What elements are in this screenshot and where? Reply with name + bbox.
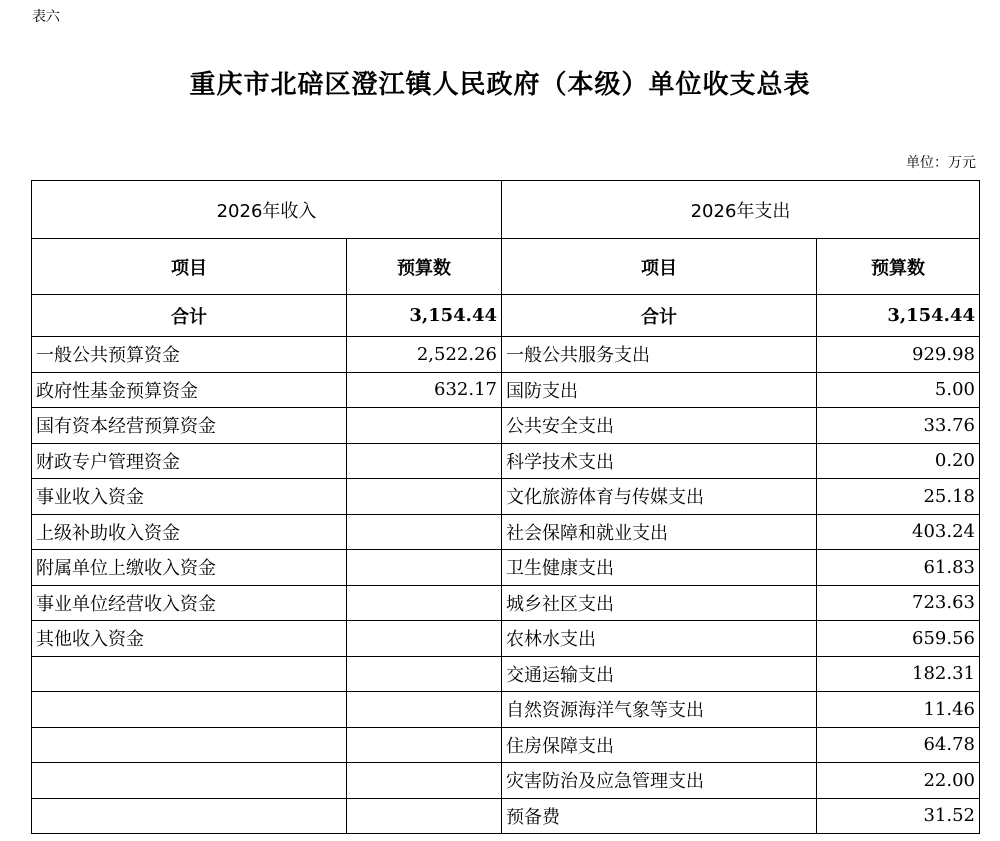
table-row <box>32 585 980 621</box>
income-item-cell <box>32 692 347 728</box>
expense-value-cell: 659.56 <box>817 621 980 657</box>
income-value-cell <box>347 621 502 657</box>
unit-label: 单位：万元 <box>906 155 976 171</box>
budget-summary-table <box>31 180 980 834</box>
table-row <box>32 763 980 799</box>
income-value-cell <box>347 692 502 728</box>
expense-item-cell: 卫生健康支出 <box>502 550 817 586</box>
page-title: 重庆市北碚区澄江镇人民政府（本级）单位收支总表 <box>189 70 811 100</box>
expense-item-cell: 自然资源海洋气象等支出 <box>502 692 817 728</box>
income-total-value: 3,154.44 <box>347 295 502 337</box>
expense-total-value: 3,154.44 <box>817 295 980 337</box>
expense-value-cell: 403.24 <box>817 514 980 550</box>
expense-value-cell: 723.63 <box>817 585 980 621</box>
income-item-cell <box>32 656 347 692</box>
table-row <box>32 372 980 408</box>
table-row <box>32 337 980 373</box>
income-item-cell <box>32 763 347 799</box>
expense-item-cell: 国防支出 <box>502 372 817 408</box>
income-item-cell: 其他收入资金 <box>32 621 347 657</box>
income-value-cell: 632.17 <box>347 372 502 408</box>
expense-item-cell: 一般公共服务支出 <box>502 337 817 373</box>
income-value-cell <box>347 479 502 515</box>
income-item-cell: 国有资本经营预算资金 <box>32 408 347 444</box>
expense-section-header: 2026年支出 <box>502 181 980 239</box>
income-value-cell <box>347 585 502 621</box>
section-header-row <box>32 181 980 239</box>
expense-item-cell: 灾害防治及应急管理支出 <box>502 763 817 799</box>
income-item-cell <box>32 727 347 763</box>
income-budget-header: 预算数 <box>347 239 502 295</box>
expense-item-cell: 农林水支出 <box>502 621 817 657</box>
expense-item-cell: 科学技术支出 <box>502 443 817 479</box>
table-row <box>32 798 980 834</box>
table-label: 表六 <box>32 9 60 25</box>
table-row <box>32 727 980 763</box>
expense-item-cell: 住房保障支出 <box>502 727 817 763</box>
income-item-cell: 事业单位经营收入资金 <box>32 585 347 621</box>
expense-item-cell: 交通运输支出 <box>502 656 817 692</box>
expense-value-cell: 33.76 <box>817 408 980 444</box>
income-item-cell <box>32 798 347 834</box>
expense-budget-header: 预算数 <box>817 239 980 295</box>
expense-value-cell: 61.83 <box>817 550 980 586</box>
column-header-row <box>32 239 980 295</box>
expense-item-header: 项目 <box>502 239 817 295</box>
income-item-cell: 政府性基金预算资金 <box>32 372 347 408</box>
income-item-cell: 一般公共预算资金 <box>32 337 347 373</box>
income-item-cell: 事业收入资金 <box>32 479 347 515</box>
expense-item-cell: 社会保障和就业支出 <box>502 514 817 550</box>
expense-value-cell: 929.98 <box>817 337 980 373</box>
income-value-cell <box>347 763 502 799</box>
total-row <box>32 295 980 337</box>
expense-value-cell: 25.18 <box>817 479 980 515</box>
expense-value-cell: 182.31 <box>817 656 980 692</box>
table-row <box>32 443 980 479</box>
expense-item-cell: 城乡社区支出 <box>502 585 817 621</box>
income-item-header: 项目 <box>32 239 347 295</box>
expense-value-cell: 0.20 <box>817 443 980 479</box>
table-row <box>32 514 980 550</box>
expense-item-cell: 文化旅游体育与传媒支出 <box>502 479 817 515</box>
expense-total-label: 合计 <box>502 295 817 337</box>
income-item-cell: 上级补助收入资金 <box>32 514 347 550</box>
income-item-cell: 附属单位上缴收入资金 <box>32 550 347 586</box>
table-row <box>32 479 980 515</box>
table-row <box>32 692 980 728</box>
expense-item-cell: 预备费 <box>502 798 817 834</box>
table-row <box>32 656 980 692</box>
expense-value-cell: 11.46 <box>817 692 980 728</box>
expense-value-cell: 31.52 <box>817 798 980 834</box>
income-section-header: 2026年收入 <box>32 181 502 239</box>
table-row <box>32 550 980 586</box>
expense-value-cell: 64.78 <box>817 727 980 763</box>
expense-item-cell: 公共安全支出 <box>502 408 817 444</box>
income-item-cell: 财政专户管理资金 <box>32 443 347 479</box>
income-value-cell <box>347 550 502 586</box>
income-value-cell <box>347 798 502 834</box>
income-value-cell <box>347 514 502 550</box>
income-value-cell <box>347 443 502 479</box>
expense-value-cell: 5.00 <box>817 372 980 408</box>
income-value-cell <box>347 656 502 692</box>
table-row <box>32 408 980 444</box>
income-value-cell: 2,522.26 <box>347 337 502 373</box>
income-value-cell <box>347 408 502 444</box>
income-total-label: 合计 <box>32 295 347 337</box>
income-value-cell <box>347 727 502 763</box>
table-row <box>32 621 980 657</box>
expense-value-cell: 22.00 <box>817 763 980 799</box>
